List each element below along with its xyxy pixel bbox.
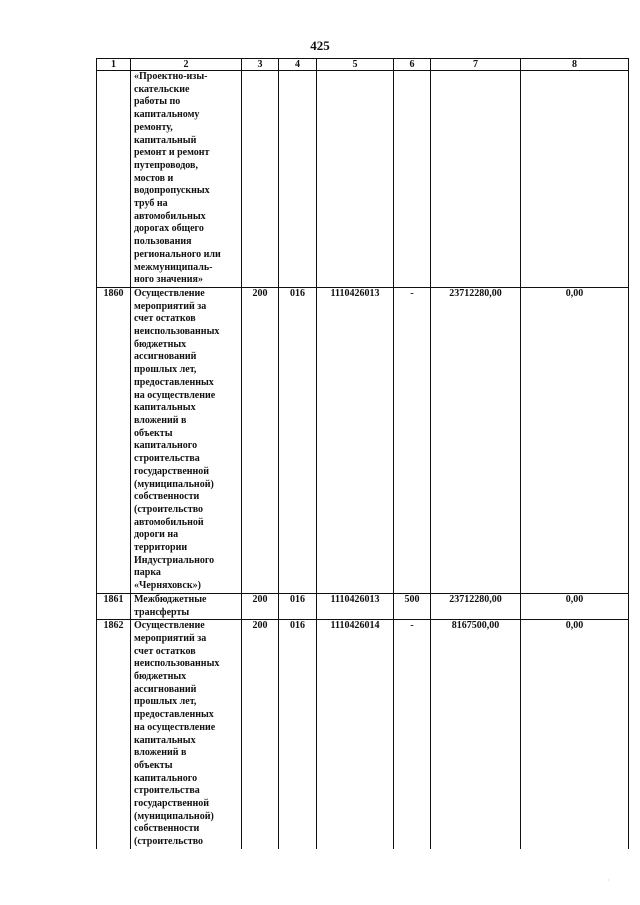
- description-line: трансферты: [134, 606, 190, 618]
- subsection-code: 016: [279, 620, 317, 849]
- description-line: вложений в: [134, 414, 187, 426]
- amount-value: 8167500,00: [431, 620, 521, 849]
- expense-type-code: -: [394, 620, 431, 849]
- description-line: автомобильной: [134, 516, 204, 528]
- description-line: (муниципальной): [134, 810, 214, 822]
- description-line: пользования: [134, 236, 192, 248]
- target-article-code: 1110426014: [317, 620, 394, 849]
- column-header: 2: [131, 59, 242, 71]
- amount-value: 23712280,00: [431, 593, 521, 619]
- amount-value: 23712280,00: [431, 287, 521, 593]
- description-line: Осуществление: [134, 287, 205, 299]
- description-line: государственной: [134, 798, 210, 810]
- description-line: капитальных: [134, 402, 196, 414]
- description-line: объекты: [134, 759, 173, 771]
- description-line: водопропускных: [134, 185, 210, 197]
- description-line: работы по: [134, 96, 181, 108]
- scan-mark: ·: [607, 876, 610, 885]
- description-line: строительства: [134, 453, 200, 465]
- description-line: прошлых лет,: [134, 696, 197, 708]
- target-article-code: 1110426013: [317, 287, 394, 593]
- description-line: скательские: [134, 83, 190, 95]
- budget-table: [96, 58, 629, 849]
- description-line: регионального или: [134, 248, 221, 260]
- amount-value: [431, 71, 521, 288]
- description-line: «Проектно-изы-: [134, 71, 208, 82]
- description-line: ассигнований: [134, 351, 197, 363]
- table-row: [97, 593, 629, 619]
- description-line: капитальный: [134, 134, 197, 146]
- description-line: предоставленных: [134, 709, 214, 721]
- expense-type-code: -: [394, 287, 431, 593]
- description-line: капитальных: [134, 734, 196, 746]
- row-number: 1861: [97, 593, 131, 619]
- description-line: мероприятий за: [134, 300, 207, 312]
- description-line: вложений в: [134, 747, 187, 759]
- description-line: ремонту,: [134, 121, 173, 133]
- description-line: мостов и: [134, 172, 174, 184]
- column-header: 5: [317, 59, 394, 71]
- description-line: автомобильных: [134, 210, 206, 222]
- description-line: бюджетных: [134, 338, 187, 350]
- description-line: труб на: [134, 198, 168, 210]
- description-line: дорогах общего: [134, 223, 204, 235]
- row-number: 1860: [97, 287, 131, 593]
- row-number: 1862: [97, 620, 131, 849]
- description-line: капитального: [134, 440, 198, 452]
- description-line: прошлых лет,: [134, 364, 197, 376]
- description-line: на осуществление: [134, 389, 216, 401]
- description-line: межмуниципаль-: [134, 261, 213, 273]
- subsection-code: [279, 71, 317, 288]
- table-row: [97, 620, 629, 849]
- description-line: ремонт и ремонт: [134, 147, 210, 159]
- description-line: бюджетных: [134, 671, 187, 683]
- table-header-row: [97, 59, 629, 71]
- column-header: 4: [279, 59, 317, 71]
- amount-value-2: [521, 71, 629, 288]
- page-number: 425: [310, 38, 330, 53]
- description-line: (строительство: [134, 503, 204, 515]
- description-line: на осуществление: [134, 721, 216, 733]
- description-line: (муниципальной): [134, 478, 214, 490]
- section-code: 200: [242, 593, 279, 619]
- column-header: 7: [431, 59, 521, 71]
- description-line: парка: [134, 567, 161, 579]
- table-body: [97, 71, 629, 849]
- target-article-code: 1110426013: [317, 593, 394, 619]
- description-line: счет остатков: [134, 645, 196, 657]
- description-line: неиспользованных: [134, 326, 220, 338]
- section-code: 200: [242, 620, 279, 849]
- description-line: путепроводов,: [134, 159, 198, 171]
- row-description: [131, 287, 242, 593]
- description-line: объекты: [134, 427, 173, 439]
- table-row: [97, 287, 629, 593]
- row-number: [97, 71, 131, 288]
- description-line: собственности: [134, 491, 200, 503]
- subsection-code: 016: [279, 593, 317, 619]
- row-description: [131, 620, 242, 849]
- description-line: Индустриального: [134, 554, 215, 566]
- column-header: 8: [521, 59, 629, 71]
- amount-value-2: 0,00: [521, 620, 629, 849]
- description-line: предоставленных: [134, 376, 214, 388]
- description-line: строительства: [134, 785, 200, 797]
- description-line: счет остатков: [134, 313, 196, 325]
- description-line: капитальному: [134, 109, 200, 121]
- expense-type-code: 500: [394, 593, 431, 619]
- target-article-code: [317, 71, 394, 288]
- description-line: ного значения»: [134, 274, 203, 286]
- amount-value-2: 0,00: [521, 593, 629, 619]
- section-code: [242, 71, 279, 288]
- column-header: 3: [242, 59, 279, 71]
- column-header: 6: [394, 59, 431, 71]
- table-row: [97, 71, 629, 288]
- section-code: 200: [242, 287, 279, 593]
- description-line: «Черняховск»): [134, 580, 201, 592]
- subsection-code: 016: [279, 287, 317, 593]
- description-line: ассигнований: [134, 683, 197, 695]
- expense-type-code: [394, 71, 431, 288]
- description-line: капитального: [134, 772, 198, 784]
- description-line: дороги на: [134, 529, 179, 541]
- description-line: (строительство: [134, 836, 204, 848]
- description-line: Межбюджетные: [134, 593, 207, 605]
- description-line: собственности: [134, 823, 200, 835]
- row-description: [131, 593, 242, 619]
- column-header: 1: [97, 59, 131, 71]
- row-description: [131, 71, 242, 288]
- description-line: неиспользованных: [134, 658, 220, 670]
- amount-value-2: 0,00: [521, 287, 629, 593]
- description-line: территории: [134, 542, 188, 554]
- description-line: государственной: [134, 465, 210, 477]
- description-line: Осуществление: [134, 620, 205, 632]
- description-line: мероприятий за: [134, 632, 207, 644]
